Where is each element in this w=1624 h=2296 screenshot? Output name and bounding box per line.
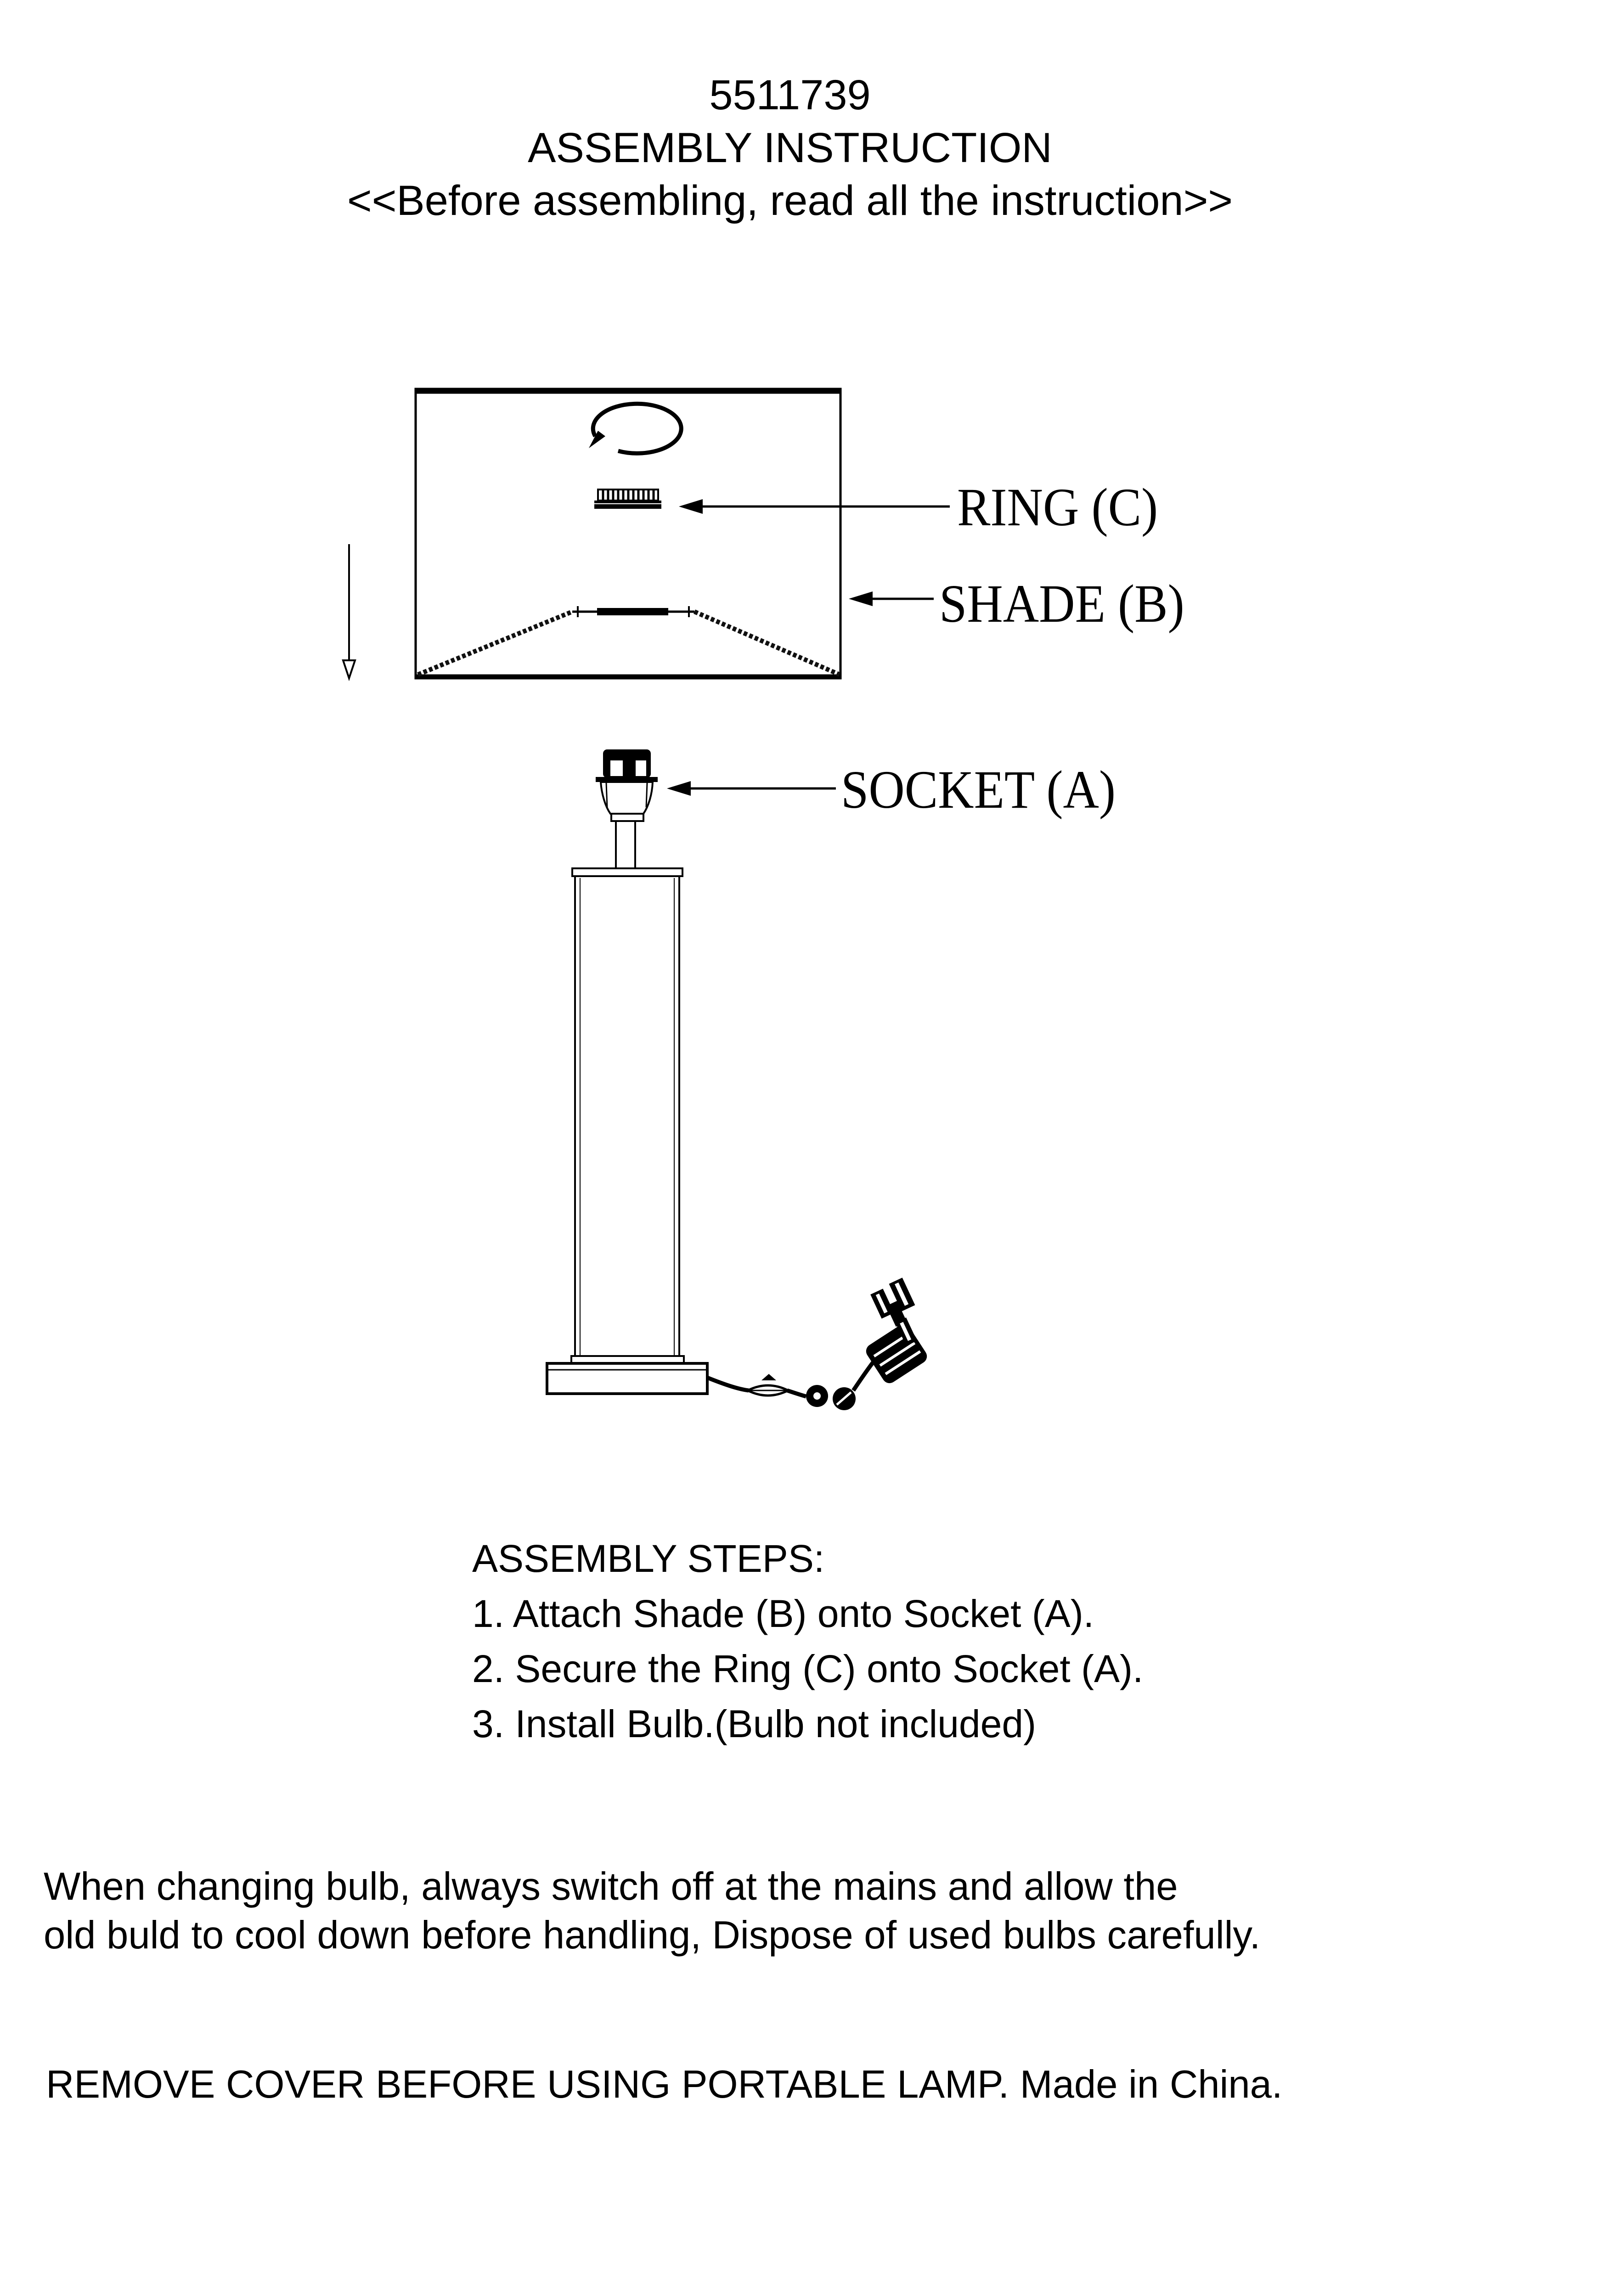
lamp-column	[571, 868, 684, 1363]
assembly-steps-heading: ASSEMBLY STEPS:	[472, 1537, 825, 1580]
page-title: ASSEMBLY INSTRUCTION	[528, 124, 1052, 171]
assembly-steps	[472, 1531, 1143, 1751]
power-plug	[863, 1277, 930, 1386]
bulb-warning-line-1: When changing bulb, always switch off at the mains and allow the	[44, 1865, 1178, 1908]
cord-grommet	[806, 1385, 856, 1410]
footer-notice: REMOVE COVER BEFORE USING PORTABLE LAMP. Made in China.	[46, 2063, 1283, 2106]
shade-pointer-arrow	[849, 591, 934, 606]
model-number: 5511739	[709, 72, 871, 118]
ring-part	[594, 490, 661, 509]
socket-pointer-arrow	[667, 781, 836, 796]
assembly-step-3: 3. Install Bulb.(Bulb not included)	[472, 1702, 1037, 1745]
shade-label: SHADE (B)	[939, 574, 1184, 634]
socket-part	[596, 749, 658, 868]
down-arrow-icon	[343, 544, 355, 678]
title-note: <<Before assembling, read all the instruction>>	[347, 177, 1233, 224]
lamp-base	[547, 1363, 707, 1394]
inline-switch	[748, 1374, 788, 1396]
ring-label: RING (C)	[957, 477, 1158, 537]
bulb-warning	[44, 1863, 1260, 1960]
shade-outline	[416, 389, 840, 678]
title-block	[0, 69, 1580, 227]
assembly-step-1: 1. Attach Shade (B) onto Socket (A).	[472, 1592, 1094, 1635]
bulb-warning-line-2: old buld to cool down before handling, Dispose of used bulbs carefully.	[44, 1913, 1261, 1957]
assembly-step-2: 2. Secure the Ring (C) onto Socket (A).	[472, 1647, 1144, 1690]
socket-label: SOCKET (A)	[841, 760, 1116, 820]
